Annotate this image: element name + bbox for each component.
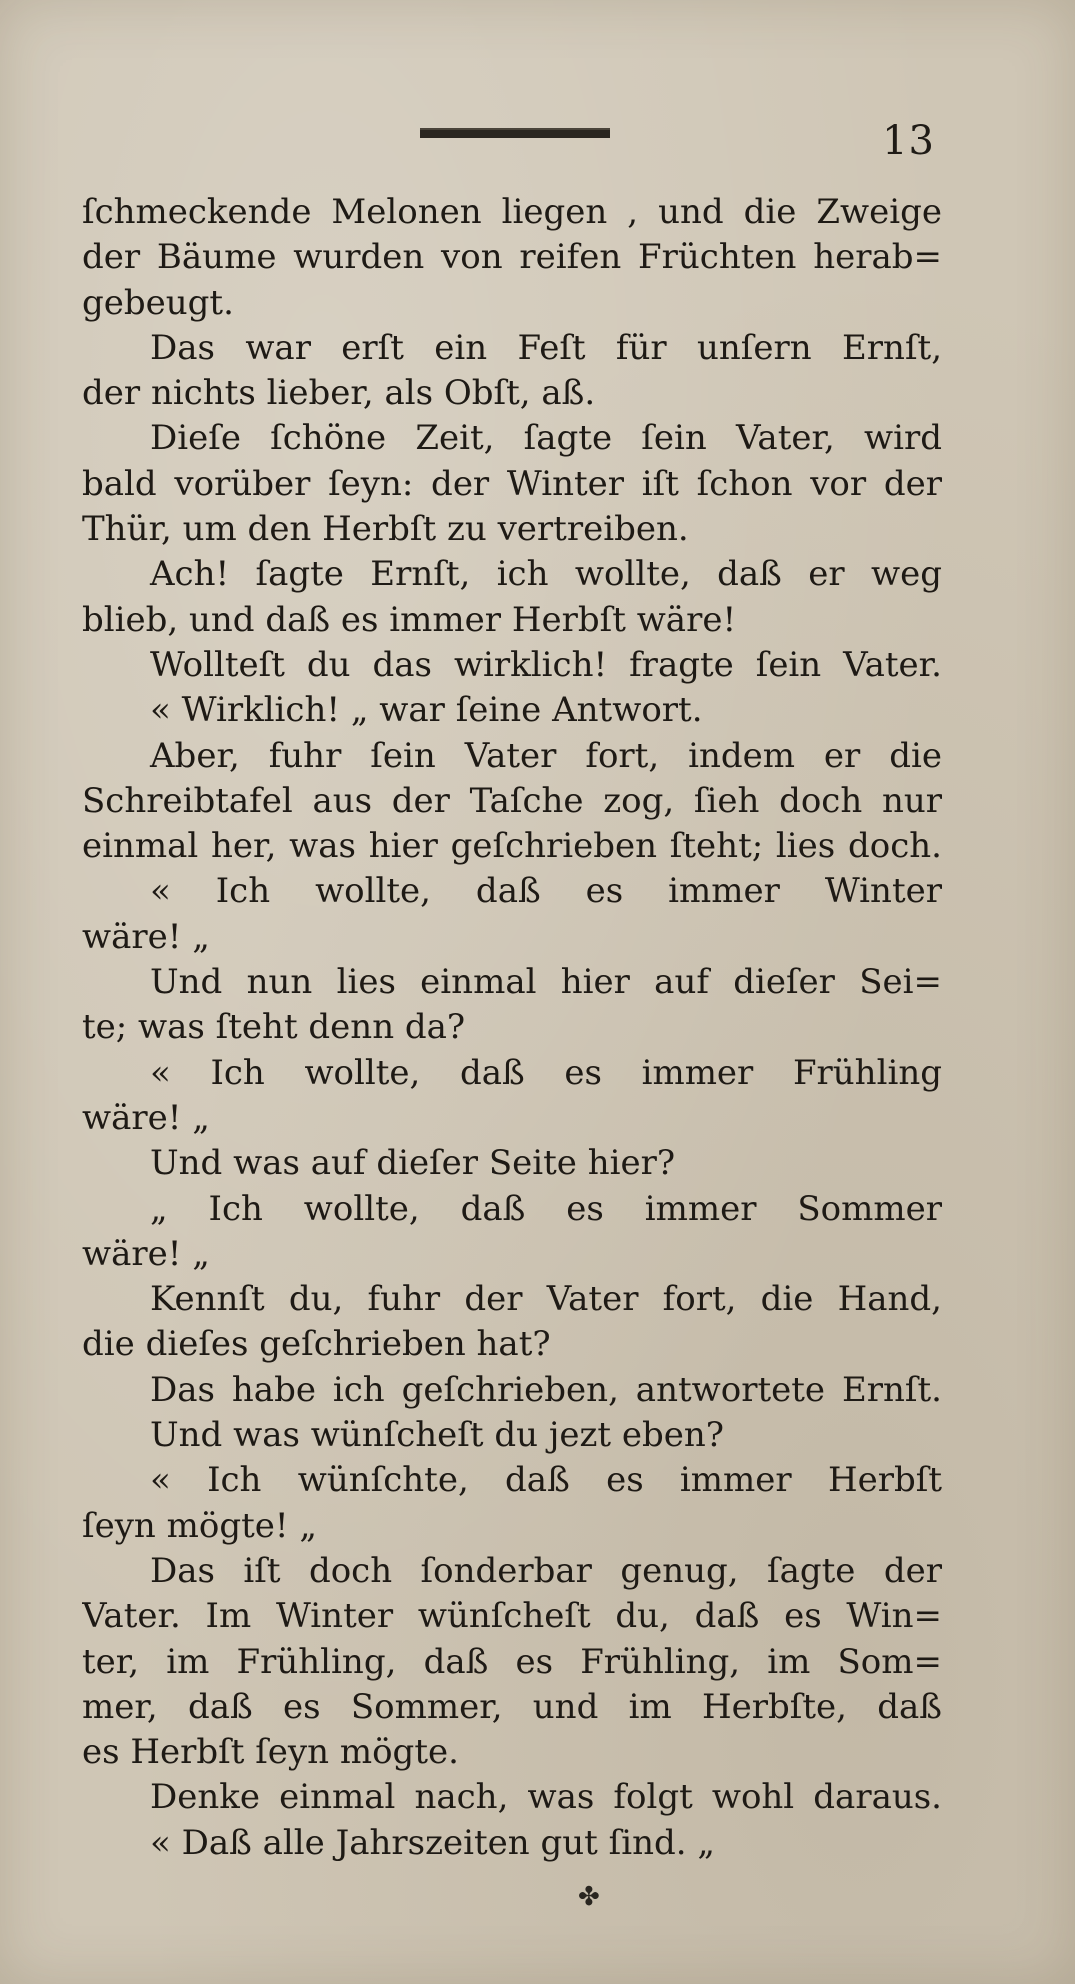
- text-line: Ach! ſagte Ernſt, ich wollte, daß er weg: [150, 554, 942, 595]
- text-line: Aber, fuhr ſein Vater fort, indem er die: [150, 735, 942, 776]
- text-line: der Bäume wurden von reifen Früchten herab=: [82, 237, 942, 278]
- text-line: ſchmeckende Melonen liegen , und die Zweige: [82, 192, 942, 232]
- text-line: Das habe ich geſchrieben, antwortete Ernſt.: [150, 1369, 942, 1410]
- text-line: Vater. Im Winter wünſcheſt du, daß es Win=: [82, 1596, 942, 1637]
- text-line: der nichts lieber, als Obſt, aß.: [82, 373, 596, 414]
- text-line: Schreibtafel aus der Taſche zog, ſieh doch nur: [82, 780, 942, 821]
- text-line: te; was ſteht denn da?: [82, 1007, 466, 1048]
- body-text: [82, 190, 942, 1866]
- text-line: Wollteſt du das wirklich! fragte ſein Vater.: [150, 644, 942, 685]
- text-line: Und was wünſcheſt du jezt eben?: [150, 1415, 724, 1456]
- text-line: wäre! „: [82, 1233, 210, 1274]
- text-line: es Herbſt ſeyn mögte.: [82, 1732, 459, 1773]
- text-line: „ Ich wollte, daß es immer Sommer: [150, 1188, 942, 1229]
- page-number: 13: [882, 118, 935, 164]
- text-line: « Wirklich! „ war ſeine Antwort.: [150, 690, 703, 731]
- text-line: die dieſes geſchrieben hat?: [82, 1324, 551, 1365]
- text-line: wäre! „: [82, 1097, 210, 1138]
- ornament-icon: ✤: [578, 1882, 600, 1912]
- text-line: mer, daß es Sommer, und im Herbſte, daß: [82, 1686, 942, 1727]
- text-line: ſeyn mögte! „: [82, 1505, 317, 1546]
- text-line: gebeugt.: [82, 282, 234, 323]
- text-line: wäre! „: [82, 916, 210, 957]
- text-line: ter, im Frühling, daß es Frühling, im Som=: [82, 1641, 942, 1682]
- text-line: Das war erſt ein Feſt für unſern Ernſt,: [150, 327, 942, 368]
- text-line: Und was auf dieſer Seite hier?: [150, 1143, 676, 1184]
- text-line: einmal her, was hier geſchrieben ſteht; lies doch.: [82, 826, 942, 867]
- text-line: Dieſe ſchöne Zeit, ſagte ſein Vater, wird: [150, 418, 942, 459]
- text-line: « Daß alle Jahrszeiten gut ſind. „: [150, 1822, 715, 1863]
- text-line: blieb, und daß es immer Herbſt wäre!: [82, 599, 737, 640]
- text-line: Das iſt doch ſonderbar genug, ſagte der: [150, 1550, 942, 1591]
- page-header: [0, 120, 1075, 170]
- text-line: bald vorüber ſeyn: der Winter iſt ſchon vor der: [82, 463, 942, 504]
- text-line: Thür, um den Herbſt zu vertreiben.: [82, 509, 689, 550]
- text-line: « Ich wünſchte, daß es immer Herbſt: [150, 1460, 942, 1501]
- text-line: Denke einmal nach, was folgt wohl daraus.: [150, 1777, 942, 1818]
- text-line: Kennſt du, fuhr der Vater fort, die Hand,: [150, 1279, 942, 1320]
- text-line: « Ich wollte, daß es immer Frühling: [150, 1052, 942, 1093]
- text-line: « Ich wollte, daß es immer Winter: [150, 871, 942, 912]
- header-rule: [420, 128, 610, 138]
- text-line: Und nun lies einmal hier auf dieſer Sei=: [150, 962, 942, 1003]
